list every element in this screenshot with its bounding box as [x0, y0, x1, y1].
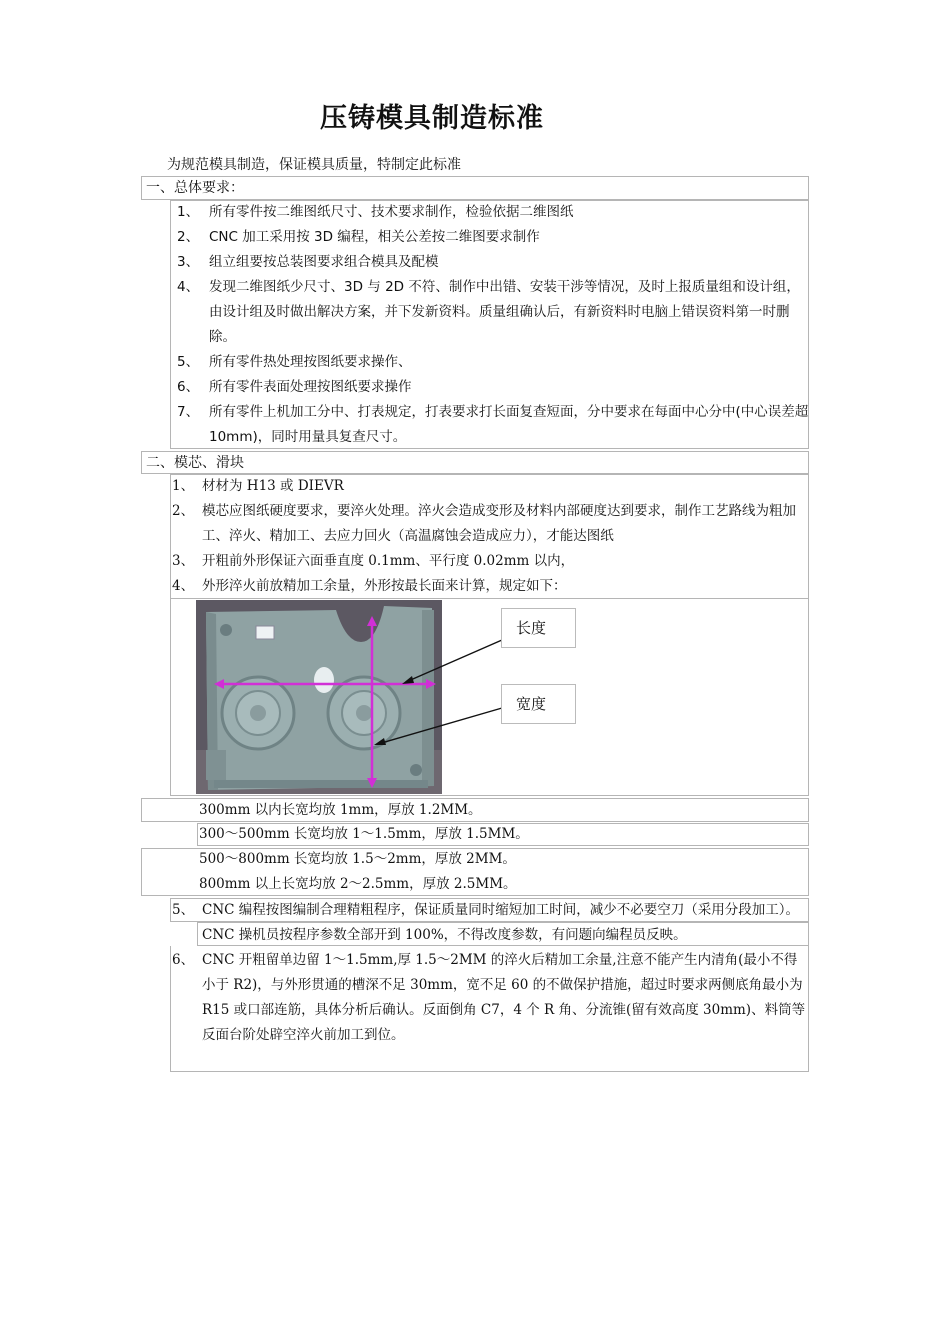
- list-item: [177, 350, 811, 375]
- width-callout: 宽度: [501, 684, 576, 724]
- item-number: 6、: [177, 379, 200, 395]
- item-number: 1、: [172, 478, 195, 494]
- item-number: 1、: [177, 204, 200, 220]
- section1-list: [177, 200, 811, 450]
- item-number: 3、: [177, 254, 200, 270]
- item-text: CNC 编程按图编制合理精粗程序，保证质量同时缩短加工时间，减少不必要空刀（采用分段加工）。CNC 操机员按程序参数全部开到 100%，不得改度参数，有问题向编程员反映。: [202, 902, 800, 943]
- item-number: 5、: [177, 354, 200, 370]
- list-item: [172, 549, 808, 574]
- item-text: 材材为 H13 或 DIEVR: [202, 478, 344, 494]
- item-number: 5、: [172, 902, 195, 918]
- list-item: [177, 400, 811, 450]
- list-item: [172, 898, 810, 948]
- allowance-text: 300～500mm 长宽均放 1～1.5mm，厚放 1.5MM。: [199, 826, 529, 842]
- item-text: 所有零件上机加工分中、打表规定，打表要求打长面复查短面，分中要求在每面中心分中(中心误差超 10mm)，同时用量具复查尺寸。: [209, 404, 809, 445]
- list-item: [177, 375, 811, 400]
- item-text: CNC 开粗留单边留 1～1.5mm,厚 1.5～2MM 的淬火后精加工余量,注意不能产生内清角(最小不得小于 R2)，与外形贯通的槽深不足 30mm，宽不足 60 的不做保护措施，超过时要求两侧底角最小为 R15 或口部连筋，具体分析后确认。反面倒角 C7，4 个 R 角、分流锥(留有效高度 30mm)、料筒等反面台阶处辟空淬火前加工到位。: [202, 952, 806, 1043]
- list-item: [172, 474, 808, 499]
- item-number: 4、: [172, 578, 195, 594]
- section1-heading: 一、总体要求：: [141, 176, 809, 200]
- item-text: 模芯应图纸硬度要求，要淬火处理。淬火会造成变形及材料内部硬度达到要求，制作工艺路线为粗加工、淬火、精加工、去应力回火（高温腐蚀会造成应力），才能达图纸: [202, 503, 796, 544]
- allowance-text: 800mm 以上长宽均放 2～2.5mm，厚放 2.5MM。: [199, 876, 517, 892]
- list-item: [177, 225, 811, 250]
- list-item: [177, 275, 811, 350]
- item-text: 组立组要按总装图要求组合模具及配模: [209, 254, 439, 270]
- item-number: 3、: [172, 553, 195, 569]
- item-number: 2、: [172, 503, 195, 519]
- item-text: 所有零件热处理按图纸要求操作、: [209, 354, 412, 370]
- item-text: 开粗前外形保证六面垂直度 0.1mm、平行度 0.02mm 以内，: [202, 553, 575, 569]
- item-text: 所有零件表面处理按图纸要求操作: [209, 379, 412, 395]
- list-item: [172, 499, 808, 549]
- list-item: [177, 200, 811, 225]
- item-number: 6、: [172, 952, 195, 968]
- length-callout: 长度: [501, 608, 576, 648]
- document-title: 压铸模具制造标准: [320, 103, 544, 134]
- item-text: 发现二维图纸少尺寸、3D 与 2D 不符、制作中出错、安装干涉等情况，及时上报质量组和设计组，由设计组及时做出解决方案，并下发新资料。质量组确认后，有新资料时电脑上错误资料第一时删除。: [209, 279, 800, 345]
- section2-list-more: [172, 898, 810, 1048]
- list-item: [172, 948, 810, 1048]
- intro-text: 为规范模具制造，保证模具质量，特制定此标准: [167, 157, 461, 173]
- item-text: CNC 加工采用按 3D 编程，相关公差按二维图要求制作: [209, 229, 540, 245]
- section2-heading: 二、模芯、滑块: [141, 451, 809, 474]
- list-item: [177, 250, 811, 275]
- item-number: 7、: [177, 404, 200, 420]
- item-text: 所有零件按二维图纸尺寸、技术要求制作，检验依据二维图纸: [209, 204, 574, 220]
- list-item: [172, 574, 808, 599]
- allowance-text: 300mm 以内长宽均放 1mm，厚放 1.2MM。: [199, 802, 482, 818]
- callout-arrows: [370, 630, 510, 760]
- allowance-text: 500～800mm 长宽均放 1.5～2mm，厚放 2MM。: [199, 851, 516, 867]
- section2-list: [172, 474, 808, 599]
- item-text: 外形淬火前放精加工余量，外形按最长面来计算，规定如下：: [202, 578, 567, 594]
- item-number: 2、: [177, 229, 200, 245]
- item-number: 4、: [177, 279, 200, 295]
